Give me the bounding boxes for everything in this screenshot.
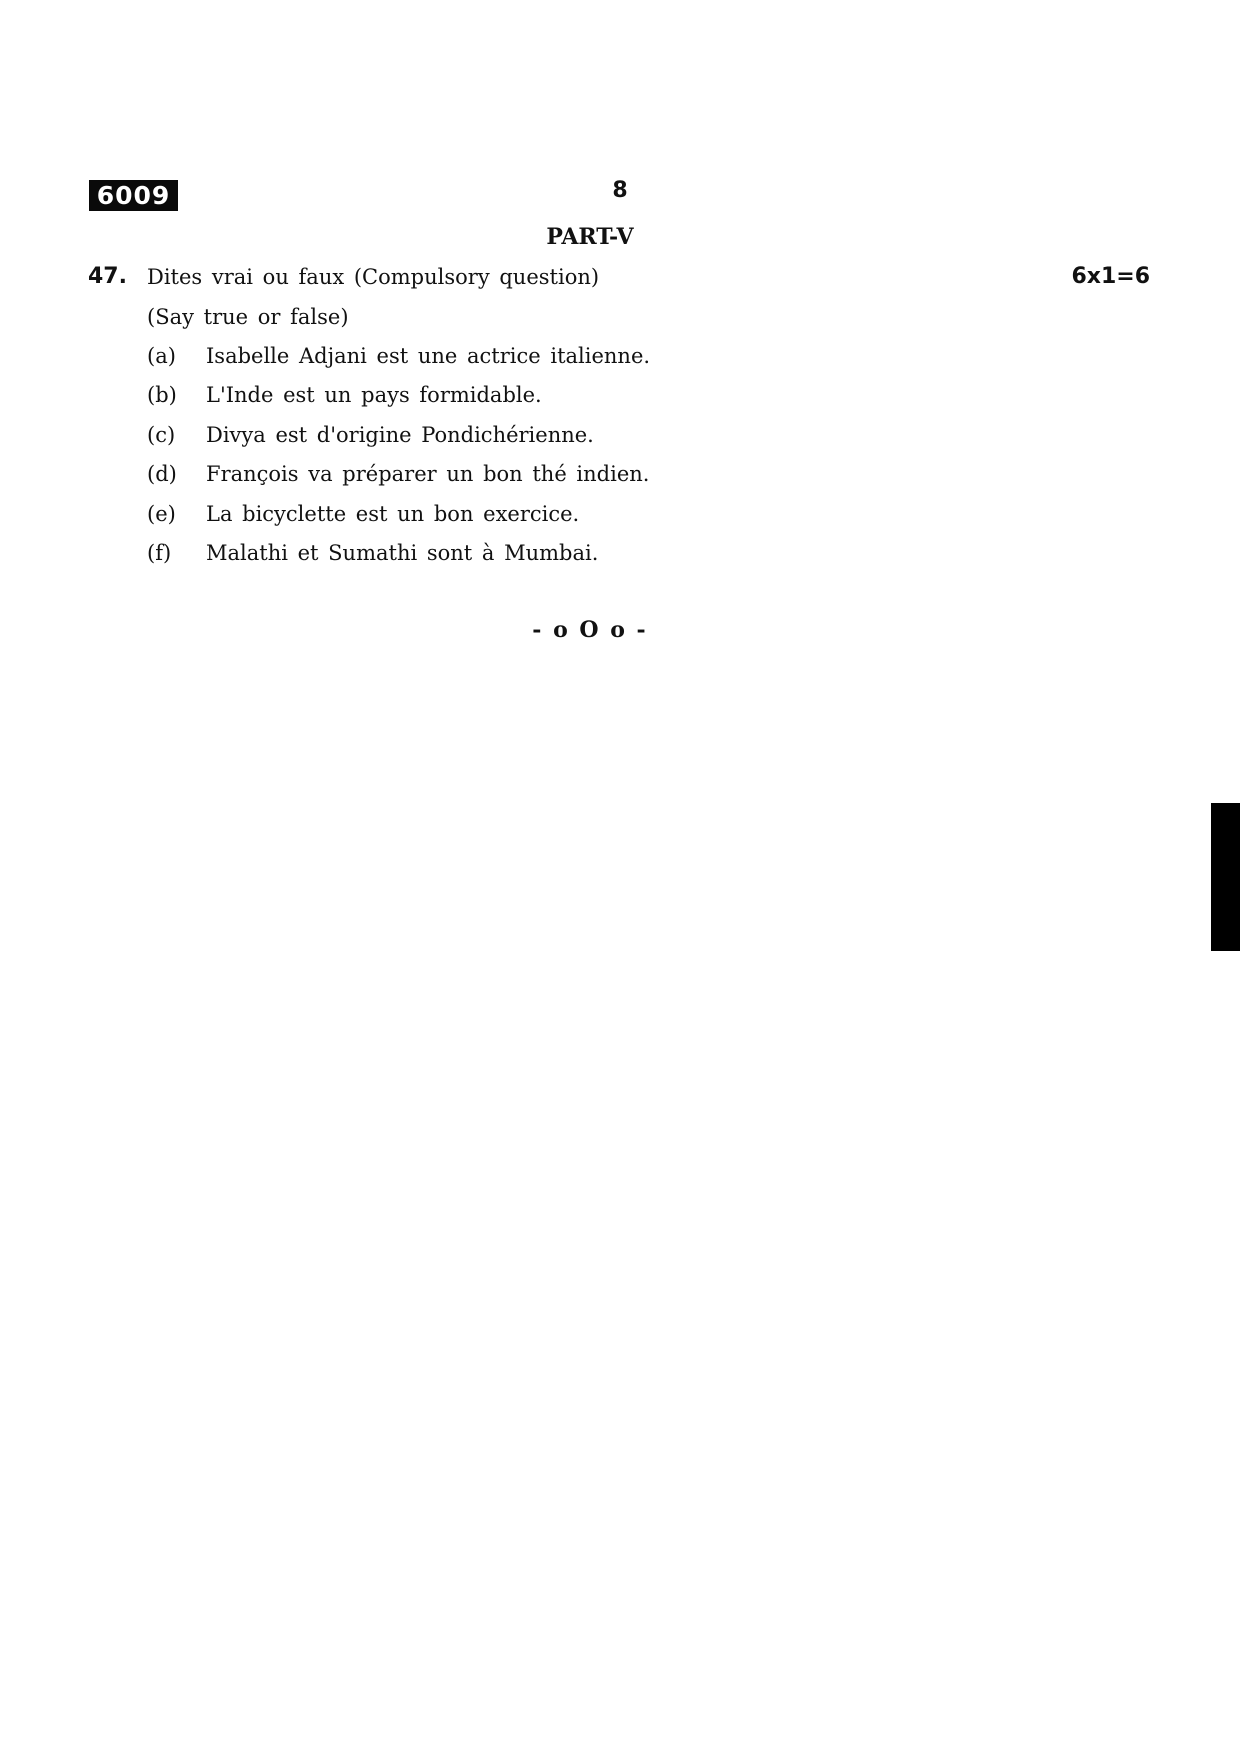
option-item-d xyxy=(147,459,650,498)
option-label: (f) xyxy=(147,540,172,565)
option-item-e xyxy=(147,499,650,538)
option-item-a xyxy=(147,341,650,380)
end-of-paper-mark: - o O o - xyxy=(532,617,648,643)
option-text: La bicyclette est un bon exercice. xyxy=(206,501,580,526)
question-text: Dites vrai ou faux (Compulsory question) xyxy=(147,265,600,289)
question-marks: 6x1=6 xyxy=(1071,264,1150,289)
option-label: (d) xyxy=(147,462,177,487)
question-subtitle: (Say true or false) xyxy=(147,305,349,329)
option-label: (c) xyxy=(147,422,176,447)
option-text: Isabelle Adjani est une actrice italienne. xyxy=(206,344,651,368)
page-edge-tab xyxy=(1211,803,1240,951)
option-text: L'Inde est un pays formidable. xyxy=(206,383,542,408)
option-label: (b) xyxy=(147,383,177,408)
page-number: 8 xyxy=(612,178,628,203)
option-item-b xyxy=(147,380,650,419)
paper-code-badge: 6009 xyxy=(89,180,178,211)
option-item-f xyxy=(147,538,650,577)
option-text: François va préparer un bon thé indien. xyxy=(206,462,650,487)
option-text: Divya est d'origine Pondichérienne. xyxy=(206,422,594,447)
option-label: (a) xyxy=(147,344,176,368)
section-title: PART-V xyxy=(546,224,634,250)
question-number: 47. xyxy=(88,264,127,289)
option-text: Malathi et Sumathi sont à Mumbai. xyxy=(206,540,599,565)
option-item-c xyxy=(147,420,650,459)
option-label: (e) xyxy=(147,501,176,526)
option-list xyxy=(147,341,650,577)
